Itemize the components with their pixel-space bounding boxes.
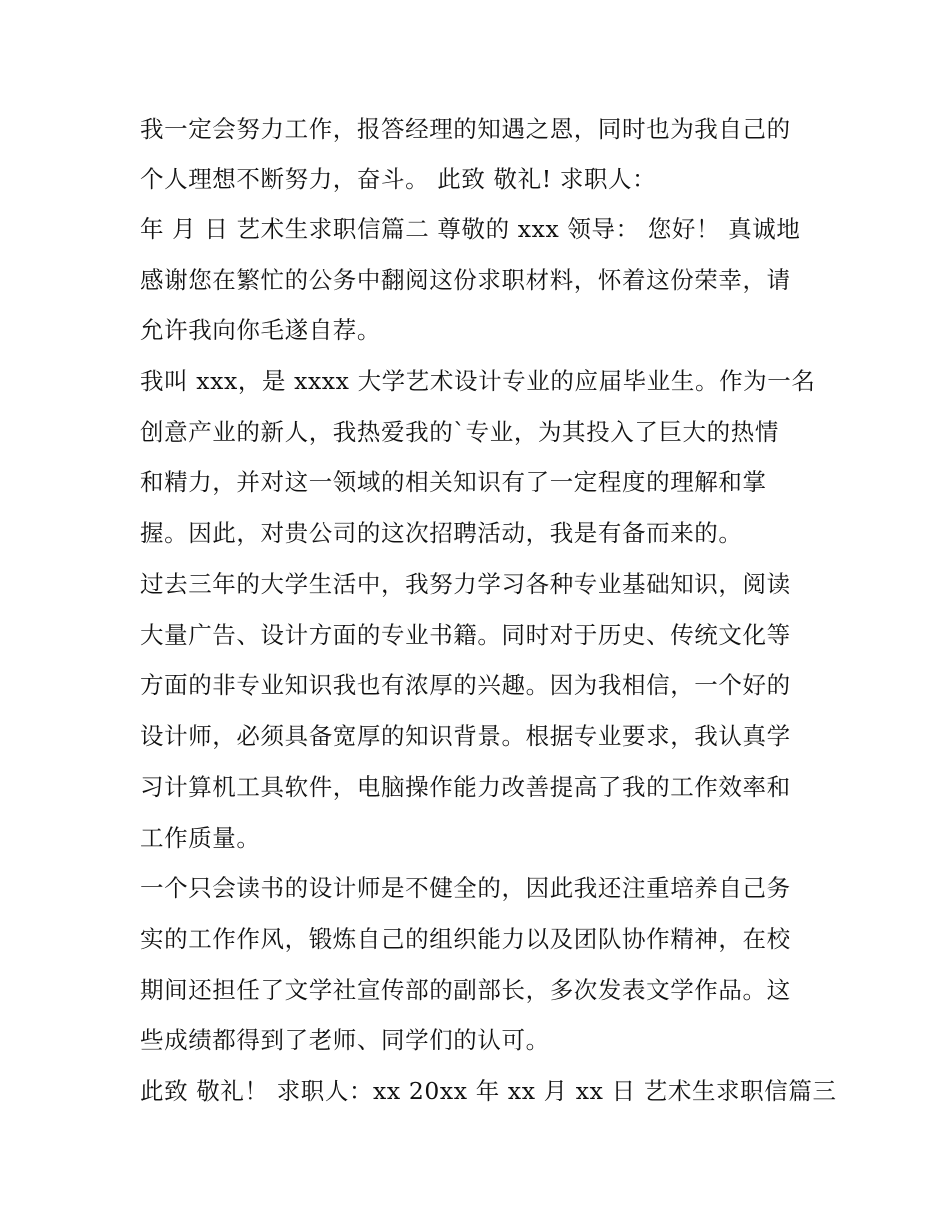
text-line: 我一定会努力工作，报答经理的知遇之恩，同时也为我自己的 [140,115,791,143]
text-line: 设计师，必须具备宽厚的知识背景。根据专业要求，我认真学 [140,722,791,750]
text-line: 和精力，并对这一领域的相关知识有了一定程度的理解和掌 [140,468,767,496]
text-line: 创意产业的新人，我热爱我的`专业，为其投入了巨大的热情 [140,418,779,446]
text-line: 些成绩都得到了老师、同学们的认可。 [140,1026,550,1054]
text-line: 允许我向你毛遂自荐。 [140,316,381,344]
text-line: 个人理想不断努力，奋斗。 此致 敬礼! 求职人： [140,165,657,193]
text-line: 握。因此，对贵公司的这次招聘活动，我是有备而来的。 [140,519,743,547]
text-line: 期间还担任了文学社宣传部的副部长，多次发表文学作品。这 [140,976,791,1004]
text-line: 大量广告、设计方面的专业书籍。同时对于历史、传统文化等 [140,621,791,649]
text-line: 感谢您在繁忙的公务中翻阅这份求职材料，怀着这份荣幸，请 [140,266,791,294]
text-line: 工作质量。 [140,824,261,852]
text-line: 一个只会读书的设计师是不健全的，因此我还注重培养自己务 [140,874,791,902]
text-line: 习计算机工具软件，电脑操作能力改善提高了我的工作效率和 [140,773,791,801]
text-line: 方面的非专业知识我也有浓厚的兴趣。因为我相信，一个好的 [140,671,791,699]
text-line: 年 月 日 艺术生求职信篇二 尊敬的 xxx 领导： 您好！ 真诚地 [140,215,801,243]
text-line: 我叫 xxx，是 xxxx 大学艺术设计专业的应届毕业生。作为一名 [140,367,816,395]
text-line: 实的工作作风，锻炼自己的组织能力以及团队协作精神，在校 [140,925,791,953]
text-line: 过去三年的大学生活中，我努力学习各种专业基础知识，阅读 [140,570,791,598]
text-line: 此致 敬礼！ 求职人：xx 20xx 年 xx 月 xx 日 艺术生求职信篇三 [140,1077,837,1105]
